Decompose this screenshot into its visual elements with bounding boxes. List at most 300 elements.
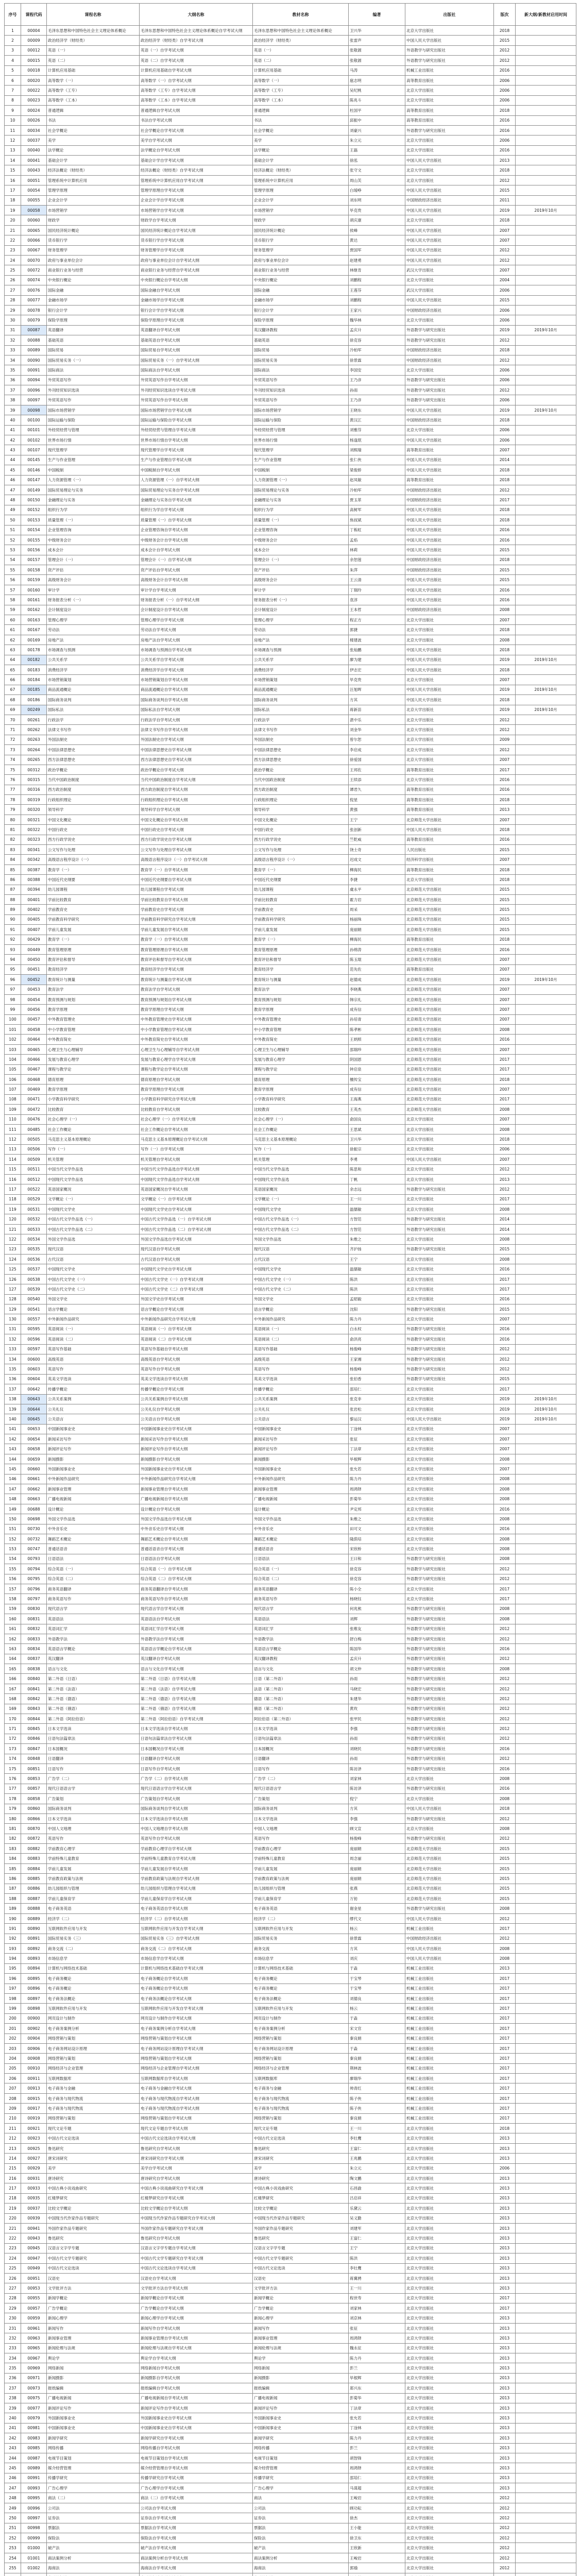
start-date-cell	[516, 1744, 576, 1754]
publisher-cell: 高等教育出版社	[405, 865, 494, 874]
course-name-cell: 房地产法	[47, 635, 140, 645]
edition-cell: 2007	[494, 1014, 516, 1024]
course-name-cell: 国民经济统计概论	[47, 225, 140, 235]
course-code-cell: 00468	[21, 1075, 47, 1084]
row-index-cell: 34	[5, 355, 21, 365]
author-cell: 饶士奇	[349, 845, 405, 855]
course-name-cell: 社会心理学（一）	[47, 1114, 140, 1124]
course-name-cell: 互联网软件应用与开发	[47, 1924, 140, 1934]
course-name-cell: 新闻摄影	[47, 1454, 140, 1464]
syllabus-name-cell: 舆论学自学考试大纲	[140, 2353, 253, 2363]
edition-cell: 2019	[494, 1414, 516, 1424]
edition-cell: 2007	[494, 1084, 516, 1094]
publisher-cell: 北京大学出版社	[405, 2243, 494, 2253]
publisher-cell: 机械工业出版社	[405, 2063, 494, 2073]
start-date-cell	[516, 625, 576, 635]
author-cell: 徐爱国	[349, 755, 405, 765]
row-index-cell: 239	[5, 2403, 21, 2413]
row-index-cell: 141	[5, 1424, 21, 1434]
edition-cell: 2018	[494, 415, 516, 425]
course-code-cell: 00146	[21, 465, 47, 475]
syllabus-name-cell: 电子商务概论自学考试大纲	[140, 1984, 253, 1993]
syllabus-name-cell: 中国近代史纲要自学考试大纲	[140, 875, 253, 885]
author-cell: 彭菊华	[349, 2393, 405, 2403]
textbook-name-cell: 广告学概论	[253, 2303, 349, 2313]
row-index-cell: 173	[5, 1744, 21, 1754]
row-index-cell: 91	[5, 925, 21, 935]
start-date-cell	[516, 1274, 576, 1284]
course-name-cell: 货币银行学	[47, 235, 140, 245]
table-row	[5, 1704, 576, 1714]
start-date-cell	[516, 2523, 576, 2533]
publisher-cell: 北京大学出版社	[405, 1205, 494, 1214]
author-cell: 蒋新苗	[349, 705, 405, 715]
textbook-name-cell: 高等数学（工本）	[253, 95, 349, 105]
start-date-cell	[516, 1294, 576, 1304]
textbook-name-cell: 传播学概论	[253, 1384, 349, 1394]
syllabus-name-cell: 计算机应用基础自学考试大纲	[140, 65, 253, 75]
course-code-cell: 00644	[21, 1404, 47, 1414]
course-name-cell: 公关礼仪	[47, 1404, 140, 1414]
row-index-cell: 178	[5, 1794, 21, 1804]
course-name-cell: 中国新闻事业史	[47, 2423, 140, 2433]
edition-cell: 2017	[494, 2104, 516, 2113]
table-row	[5, 275, 576, 285]
course-name-cell: 广播电视新闻	[47, 1494, 140, 1504]
row-index-cell: 49	[5, 505, 21, 515]
author-cell: 顾功耘	[349, 2503, 405, 2513]
table-row	[5, 1344, 576, 1354]
course-code-cell: 00263	[21, 735, 47, 744]
textbook-name-cell: 新闻评论写作	[253, 1444, 349, 1454]
textbook-name-cell: 高级语言程序设计（一）	[253, 855, 349, 865]
edition-cell: 2012	[494, 1354, 516, 1364]
publisher-cell: 北京大学出版社	[405, 615, 494, 625]
publisher-cell: 北京大学出版社	[405, 2133, 494, 2143]
edition-cell: 2007	[494, 1044, 516, 1054]
publisher-cell: 北京师范大学出版社	[405, 1884, 494, 1893]
syllabus-name-cell: 中国当代文学作品选自学考试大纲	[140, 1164, 253, 1174]
syllabus-name-cell: 舞蹈艺术概论自学考试大纲	[140, 1534, 253, 1544]
row-index-cell: 205	[5, 2063, 21, 2073]
table-row	[5, 1514, 576, 1524]
course-name-cell: 新闻评论写作	[47, 2403, 140, 2413]
start-date-cell: 2019年10月	[516, 975, 576, 985]
row-index-cell: 57	[5, 585, 21, 595]
start-date-cell	[516, 1244, 576, 1254]
table-row	[5, 2433, 576, 2443]
start-date-cell	[516, 1314, 576, 1324]
row-index-cell: 74	[5, 755, 21, 765]
course-name-cell: 人力资源管理（一）	[47, 475, 140, 485]
syllabus-name-cell: 学前教育科学研究自学考试大纲	[140, 914, 253, 924]
course-code-cell: 00732	[21, 1534, 47, 1544]
course-code-cell: 00469	[21, 1084, 47, 1094]
start-date-cell	[516, 1684, 576, 1693]
syllabus-name-cell: 生产与作业管理自学考试大纲	[140, 455, 253, 465]
author-cell: 陈子侠	[349, 2093, 405, 2103]
table-row	[5, 944, 576, 954]
table-row	[5, 1255, 576, 1264]
table-row	[5, 1035, 576, 1044]
row-index-cell: 157	[5, 1584, 21, 1594]
table-row	[5, 2413, 576, 2423]
course-name-cell: 社会工作概论	[47, 1124, 140, 1134]
publisher-cell: 北京大学出版社	[405, 2204, 494, 2213]
row-index-cell: 25	[5, 265, 21, 275]
publisher-cell: 经济科学出版社	[405, 855, 494, 865]
author-cell: 张雷声	[349, 36, 405, 45]
textbook-name-cell: 新闻评论写作	[253, 2403, 349, 2413]
start-date-cell	[516, 1924, 576, 1934]
course-name-cell: 现代语言学	[47, 1604, 140, 1614]
edition-cell: 2007	[494, 1314, 516, 1324]
syllabus-name-cell: 计算机与网络技术基础自学考试大纲	[140, 1963, 253, 1973]
syllabus-name-cell: 新闻事业管理自学考试大纲	[140, 1484, 253, 1494]
row-index-cell: 195	[5, 1963, 21, 1973]
edition-cell: 2012	[494, 485, 516, 495]
publisher-cell: 武汉大学出版社	[405, 265, 494, 275]
author-cell: 缪代文	[349, 1913, 405, 1923]
textbook-name-cell: 社会心理学（一）	[253, 1114, 349, 1124]
table-row	[5, 86, 576, 95]
syllabus-name-cell: 学前儿童发展自学考试大纲	[140, 925, 253, 935]
row-index-cell: 161	[5, 1624, 21, 1634]
start-date-cell	[516, 2403, 576, 2413]
start-date-cell	[516, 1454, 576, 1464]
syllabus-name-cell: 审计学自学考试大纲	[140, 585, 253, 595]
edition-cell: 2007	[494, 1444, 516, 1454]
author-cell: 毕克贵	[349, 206, 405, 215]
table-row	[5, 815, 576, 824]
author-cell: 周鸿铎	[349, 2333, 405, 2343]
publisher-cell: 北京大学出版社	[405, 1794, 494, 1804]
syllabus-name-cell: 国际金融自学考试大纲	[140, 285, 253, 295]
course-code-cell: 00998	[21, 2523, 47, 2533]
course-code-cell: 00051	[21, 175, 47, 185]
row-index-cell: 94	[5, 955, 21, 964]
edition-cell: 2008	[494, 1604, 516, 1614]
course-code-cell: 00429	[21, 935, 47, 944]
row-index-cell: 248	[5, 2493, 21, 2503]
table-row	[5, 675, 576, 685]
table-row	[5, 1963, 576, 1973]
edition-cell: 2009	[494, 735, 516, 744]
course-code-cell: 00467	[21, 1064, 47, 1074]
edition-cell: 2012	[494, 175, 516, 185]
course-code-cell: 00451	[21, 964, 47, 974]
author-cell: 陶文鹏	[349, 2173, 405, 2183]
row-index-cell: 4	[5, 56, 21, 65]
textbook-name-cell: 鲁迅研究	[253, 2143, 349, 2153]
table-row	[5, 625, 576, 635]
start-date-cell	[516, 1704, 576, 1714]
syllabus-name-cell: 语言与文化自学考试大纲	[140, 1664, 253, 1674]
course-code-cell: 00842	[21, 1694, 47, 1704]
textbook-name-cell: 中国古代文学史（二）	[253, 1284, 349, 1294]
table-row	[5, 285, 576, 295]
start-date-cell: 2019年10月	[516, 685, 576, 694]
author-cell: 方智范	[349, 1214, 405, 1224]
publisher-cell: 北京师范大学出版社	[405, 1894, 494, 1904]
edition-cell: 2012	[494, 1344, 516, 1354]
course-code-cell: 00319	[21, 795, 47, 805]
publisher-cell: 机械工业出版社	[405, 1993, 494, 2003]
row-index-cell: 213	[5, 2143, 21, 2153]
author-cell: 王宁	[349, 2243, 405, 2253]
header-cell: 教材名称	[253, 4, 349, 26]
start-date-cell	[516, 2333, 576, 2343]
row-index-cell: 211	[5, 2124, 21, 2133]
course-name-cell: 唐诗研究	[47, 2173, 140, 2183]
textbook-name-cell: 幼儿园组织与管理	[253, 1884, 349, 1893]
syllabus-name-cell: 中国古代文学史（二）自学考试大纲	[140, 1284, 253, 1294]
author-cell: 徐景霖	[349, 1934, 405, 1943]
course-name-cell: 高等数学（工本）	[47, 95, 140, 105]
course-code-cell: 00536	[21, 1255, 47, 1264]
course-code-cell: 00833	[21, 1634, 47, 1643]
course-name-cell: 文学批评方法	[47, 2283, 140, 2293]
row-index-cell: 155	[5, 1564, 21, 1574]
edition-cell: 2019	[494, 685, 516, 694]
course-name-cell: 英语写作	[47, 1834, 140, 1843]
publisher-cell: 高等教育出版社	[405, 115, 494, 125]
course-name-cell: 比较文学概论	[47, 2204, 140, 2213]
row-index-cell: 241	[5, 2423, 21, 2433]
edition-cell: 2016	[494, 145, 516, 155]
syllabus-name-cell: 社会工作概论自学考试大纲	[140, 1124, 253, 1134]
course-code-cell: 00472	[21, 1105, 47, 1114]
author-cell: 孟焰	[349, 535, 405, 545]
row-index-cell: 13	[5, 145, 21, 155]
edition-cell: 2015	[494, 845, 516, 855]
start-date-cell	[516, 1774, 576, 1784]
course-name-cell: 外语教学法	[47, 1634, 140, 1643]
course-code-cell: 00388	[21, 875, 47, 885]
edition-cell: 2013	[494, 2333, 516, 2343]
course-code-cell: 00401	[21, 894, 47, 904]
textbook-name-cell: 教育学原理	[253, 1084, 349, 1094]
syllabus-name-cell: 电视节目策划自学考试大纲	[140, 2453, 253, 2463]
course-code-cell: 00933	[21, 2183, 47, 2193]
course-code-cell: 00600	[21, 1354, 47, 1364]
publisher-cell: 机械工业出版社	[405, 2004, 494, 2013]
author-cell: 范先佐	[349, 964, 405, 974]
course-code-cell: 00595	[21, 1324, 47, 1334]
course-code-cell: 00557	[21, 1314, 47, 1324]
author-cell: 田可文	[349, 1524, 405, 1534]
author-cell: 赵德成	[349, 975, 405, 985]
publisher-cell: 北京大学出版社	[405, 2363, 494, 2373]
syllabus-name-cell: 基础英语自学考试大纲	[140, 335, 253, 345]
row-index-cell: 115	[5, 1164, 21, 1174]
table-row	[5, 195, 576, 205]
edition-cell: 2013	[494, 2453, 516, 2463]
textbook-name-cell: 中国法律思想史	[253, 745, 349, 755]
start-date-cell	[516, 1724, 576, 1734]
course-code-cell: 00098	[21, 405, 47, 415]
publisher-cell: 北京大学出版社	[405, 2423, 494, 2433]
start-date-cell	[516, 1134, 576, 1144]
start-date-cell	[516, 2104, 576, 2113]
table-row	[5, 1094, 576, 1104]
edition-cell: 2017	[494, 1993, 516, 2003]
row-index-cell: 82	[5, 835, 21, 844]
publisher-cell: 北京大学出版社	[405, 1194, 494, 1204]
start-date-cell	[516, 2493, 576, 2503]
header-cell: 新大纲/新教材启用时间	[516, 4, 576, 26]
publisher-cell: 北京师范大学出版社	[405, 944, 494, 954]
syllabus-name-cell: 马克思主义基本原理概论自学考试大纲	[140, 1134, 253, 1144]
course-name-cell: 行政法学	[47, 715, 140, 724]
edition-cell: 2012	[494, 1934, 516, 1943]
row-index-cell: 206	[5, 2074, 21, 2083]
row-index-cell: 53	[5, 545, 21, 555]
table-row	[5, 1404, 576, 1414]
author-cell: 倪宁	[349, 1794, 405, 1804]
course-name-cell: 中国古代文学史（二）	[47, 1284, 140, 1294]
author-cell: 刘辉	[349, 1614, 405, 1624]
table-row	[5, 2054, 576, 2063]
publisher-cell: 中国人民大学出版社	[405, 545, 494, 555]
table-row	[5, 1724, 576, 1734]
publisher-cell: 中国人民大学出版社	[405, 235, 494, 245]
table-row	[5, 1654, 576, 1664]
start-date-cell	[516, 2054, 576, 2063]
publisher-cell: 中国人民大学出版社	[405, 465, 494, 475]
edition-cell: 2019	[494, 1404, 516, 1414]
edition-cell: 2013	[494, 2443, 516, 2453]
course-name-cell: 日语翻译	[47, 1754, 140, 1764]
textbook-name-cell: 新闻事业管理	[253, 2333, 349, 2343]
publisher-cell: 外语教学与研究出版社	[405, 1664, 494, 1674]
syllabus-name-cell: 高等数学（工专）自学考试大纲	[140, 86, 253, 95]
author-cell: 刘豪兴	[349, 125, 405, 135]
course-code-cell: 00466	[21, 1055, 47, 1064]
author-cell: 成有信	[349, 1005, 405, 1014]
row-index-cell: 50	[5, 515, 21, 525]
edition-cell: 2016	[494, 835, 516, 844]
start-date-cell: 2019年10月	[516, 1394, 576, 1404]
course-name-cell: 日本文学选读	[47, 1814, 140, 1823]
table-row	[5, 1684, 576, 1693]
textbook-name-cell: 社会工作概论	[253, 1124, 349, 1134]
author-cell: 王家兴	[349, 305, 405, 315]
row-index-cell: 20	[5, 215, 21, 225]
author-cell: 王兆鹏	[349, 2154, 405, 2163]
syllabus-name-cell: 中国古代文论选读自学考试大纲	[140, 2263, 253, 2273]
syllabus-name-cell: 中国现代文学史自学考试大纲	[140, 1264, 253, 1274]
edition-cell: 2013	[494, 2433, 516, 2443]
textbook-name-cell: 中央银行概论	[253, 275, 349, 285]
publisher-cell: 北京大学出版社	[405, 1314, 494, 1324]
publisher-cell: 中国人民大学出版社	[405, 185, 494, 195]
syllabus-name-cell: 广告心理学自学考试大纲	[140, 2483, 253, 2493]
course-name-cell: 新闻摄影	[47, 2373, 140, 2383]
syllabus-name-cell: 高级财务会计自学考试大纲	[140, 575, 253, 585]
syllabus-name-cell: 社会心理学（一）自学考试大纲	[140, 1114, 253, 1124]
table-row	[5, 845, 576, 855]
edition-cell: 2013	[494, 2243, 516, 2253]
course-name-cell: 保险学原理	[47, 315, 140, 325]
course-name-cell: 电子商务英语	[47, 1904, 140, 1913]
edition-cell: 2018	[494, 26, 516, 36]
author-cell: 刘雅芬	[349, 425, 405, 435]
author-cell: 陈力丹	[349, 1314, 405, 1324]
edition-cell: 2007	[494, 985, 516, 994]
edition-cell: 2012	[494, 2513, 516, 2523]
row-index-cell: 224	[5, 2253, 21, 2263]
start-date-cell	[516, 925, 576, 935]
course-name-cell: 外国作家作品专题研究	[47, 2223, 140, 2233]
course-code-cell: 01002	[21, 2563, 47, 2573]
course-code-cell: 00156	[21, 545, 47, 555]
table-row	[5, 2383, 576, 2393]
course-name-cell: 公关语言	[47, 1414, 140, 1424]
author-cell: 乐黛云	[349, 2204, 405, 2213]
row-index-cell: 160	[5, 1614, 21, 1624]
edition-cell: 2017	[494, 2043, 516, 2053]
textbook-name-cell: 中国现代文学史	[253, 1205, 349, 1214]
publisher-cell: 北京大学出版社	[405, 1504, 494, 1514]
publisher-cell: 中国人民大学出版社	[405, 595, 494, 605]
course-name-cell: 高级英语	[47, 1354, 140, 1364]
textbook-name-cell: 行政法学	[253, 715, 349, 724]
syllabus-name-cell: 互联网数据库自学考试大纲	[140, 2074, 253, 2083]
table-row	[5, 1954, 576, 1963]
course-name-cell: 财务管理学	[47, 245, 140, 255]
textbook-name-cell: 国际商务谈判	[253, 1804, 349, 1814]
edition-cell: 2008	[494, 1234, 516, 1244]
syllabus-name-cell: 教育学（一）自学考试大纲	[140, 865, 253, 874]
edition-cell: 2008	[494, 1494, 516, 1504]
course-code-cell: 00450	[21, 955, 47, 964]
publisher-cell: 北京师范大学出版社	[405, 894, 494, 904]
edition-cell: 2015	[494, 295, 516, 305]
course-name-cell: 教育学（一）	[47, 935, 140, 944]
row-index-cell: 212	[5, 2133, 21, 2143]
textbook-name-cell: 社会学概论	[253, 125, 349, 135]
syllabus-name-cell: 消费经济学自学考试大纲	[140, 665, 253, 675]
author-cell: 檀传宝	[349, 1075, 405, 1084]
row-index-cell: 105	[5, 1064, 21, 1074]
start-date-cell	[516, 845, 576, 855]
start-date-cell	[516, 1384, 576, 1394]
row-index-cell: 48	[5, 495, 21, 505]
course-name-cell: 国际运输与保险	[47, 415, 140, 425]
textbook-name-cell: 国际金融	[253, 285, 349, 295]
publisher-cell: 北京大学出版社	[405, 2253, 494, 2263]
author-cell: 陈力丹	[349, 2353, 405, 2363]
course-code-cell: 00688	[21, 1504, 47, 1514]
row-index-cell: 158	[5, 1594, 21, 1604]
textbook-name-cell: 教育评估和督导	[253, 955, 349, 964]
course-code-cell: 00539	[21, 1284, 47, 1294]
syllabus-name-cell: 中国古典小说戏曲研究自学考试大纲	[140, 2183, 253, 2193]
author-cell: 李晓燕	[349, 985, 405, 994]
course-code-cell: 00841	[21, 1684, 47, 1693]
row-index-cell: 97	[5, 985, 21, 994]
author-cell: 梁俊娇	[349, 465, 405, 475]
course-name-cell: 西方法律思想史	[47, 755, 140, 765]
edition-cell: 2015	[494, 894, 516, 904]
course-code-cell: 00971	[21, 2373, 47, 2383]
edition-cell: 2015	[494, 914, 516, 924]
row-index-cell: 225	[5, 2263, 21, 2273]
table-row	[5, 385, 576, 395]
row-index-cell: 253	[5, 2543, 21, 2553]
author-cell: 孙雨	[349, 385, 405, 395]
